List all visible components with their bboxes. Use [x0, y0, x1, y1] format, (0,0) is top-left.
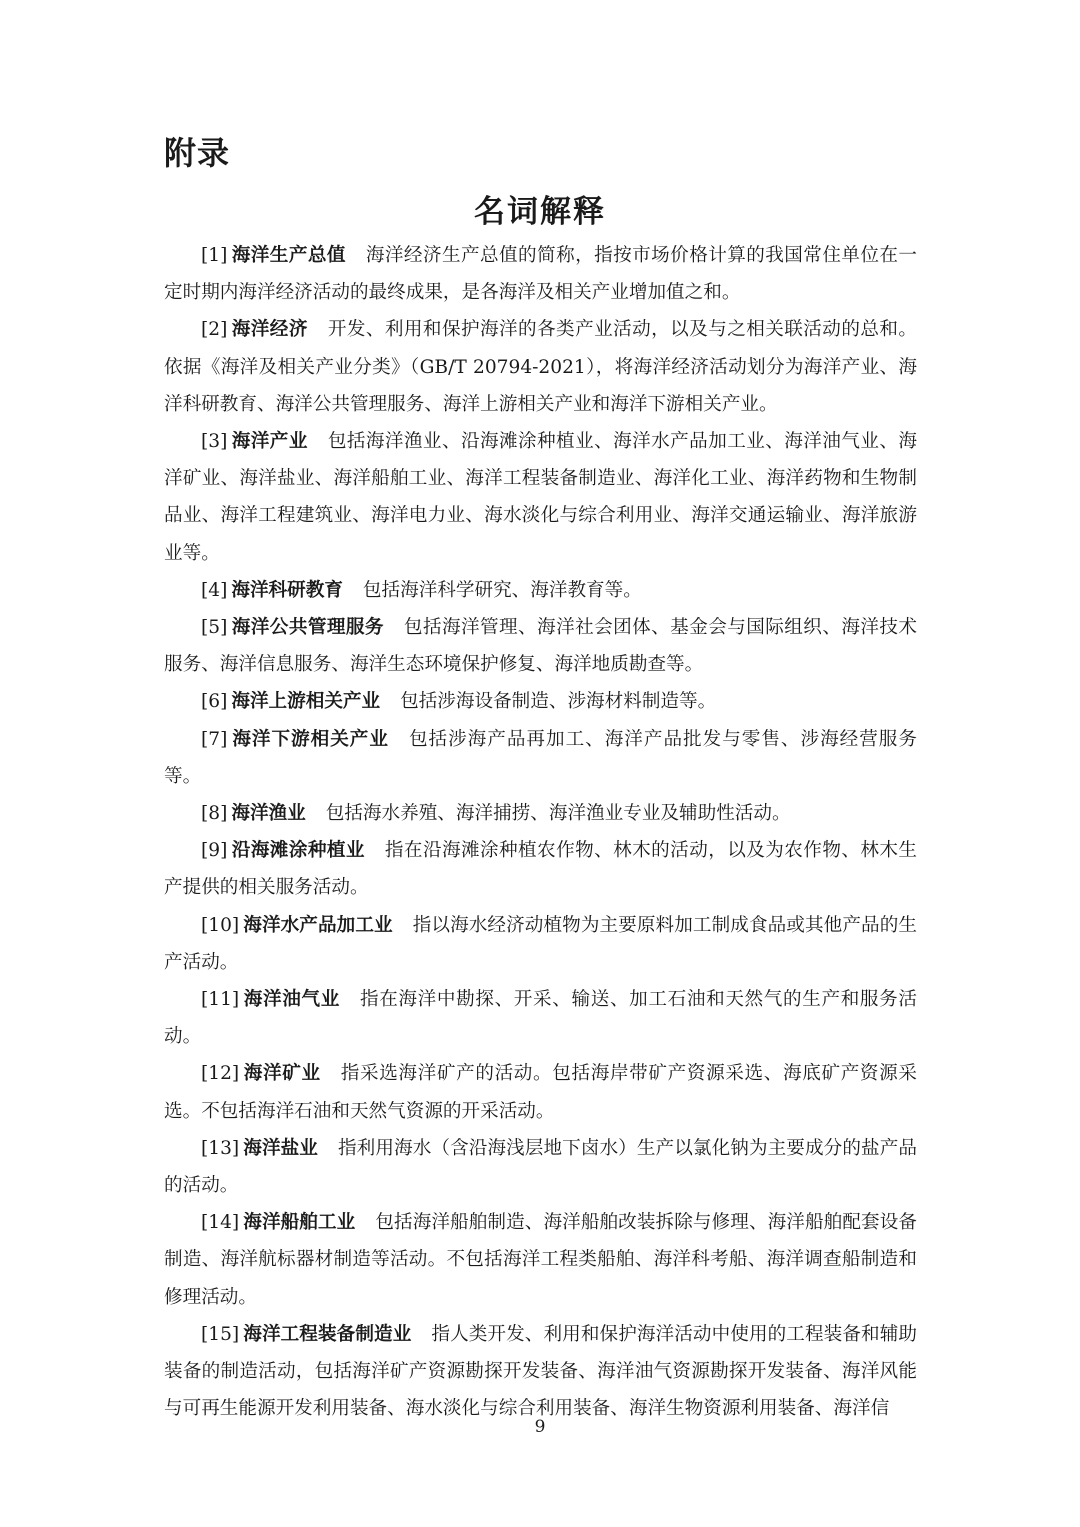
entry-term: 海洋上游相关产业 [231, 691, 381, 713]
entry-term: 海洋水产品加工业 [243, 914, 393, 936]
entry-term: 海洋公共管理服务 [231, 617, 384, 639]
section-title: 名词解释 [474, 194, 606, 230]
entry-term: 海洋产业 [231, 431, 308, 453]
entry-term: 海洋生产总值 [231, 245, 346, 266]
glossary-entries [164, 237, 917, 1428]
glossary-entry [164, 572, 917, 609]
entry-number: [6] [201, 691, 228, 713]
entry-term: 海洋科研教育 [231, 579, 343, 601]
glossary-entry [164, 683, 917, 720]
entry-definition: 包括涉海产品再加工、海洋产品批发与零售、涉海经营服务等。 [164, 728, 917, 787]
glossary-entry [164, 609, 917, 683]
glossary-entry [164, 1316, 917, 1428]
entry-definition: 包括涉海设备制造、涉海材料制造等。 [400, 691, 717, 713]
entry-term: 海洋盐业 [243, 1137, 318, 1159]
glossary-entry [164, 1055, 917, 1129]
entry-number: [15] [201, 1323, 240, 1345]
glossary-entry [164, 832, 917, 906]
entry-number: [2] [201, 319, 228, 341]
glossary-entry [164, 795, 917, 832]
glossary-entry [164, 237, 917, 311]
entry-definition: 开发、利用和保护海洋的各类产业活动，以及与之相关联活动的总和。依据《海洋及相关产业分类》（GB/T 20794-2021），将海洋经济活动划分为海洋产业、海洋科研教育、海洋公共管理服务、海洋上游相关产业和海洋下游相关产业。 [164, 319, 917, 415]
entry-definition: 包括海洋船舶制造、海洋船舶改装拆除与修理、海洋船舶配套设备制造、海洋航标器材制造等活动。不包括海洋工程类船舶、海洋科考船、海洋调查船制造和修理活动。 [164, 1212, 917, 1308]
entry-number: [4] [201, 579, 228, 601]
entry-definition: 指采选海洋矿产的活动。包括海岸带矿产资源采选、海底矿产资源采选。不包括海洋石油和天然气资源的开采活动。 [164, 1063, 917, 1122]
entry-term: 海洋下游相关产业 [231, 728, 389, 750]
entry-number: [11] [201, 989, 240, 1011]
entry-number: [9] [201, 840, 228, 862]
entry-definition: 指利用海水（含沿海浅层地下卤水）生产以氯化钠为主要成分的盐产品的活动。 [164, 1137, 917, 1197]
entry-definition: 指以海水经济动植物为主要原料加工制成食品或其他产品的生产活动。 [164, 914, 917, 973]
entry-number: [7] [201, 728, 228, 750]
entry-definition: 包括海洋渔业、沿海滩涂种植业、海洋水产品加工业、海洋油气业、海洋矿业、海洋盐业、海洋船舶工业、海洋工程装备制造业、海洋化工业、海洋药物和生物制品业、海洋工程建筑业、海洋电力业、海水淡化与综合利用业、海洋交通运输业、海洋旅游业等。 [164, 431, 917, 564]
entry-definition: 指在海洋中勘探、开采、输送、加工石油和天然气的生产和服务活动。 [164, 989, 917, 1048]
entry-term: 海洋船舶工业 [243, 1212, 356, 1234]
glossary-entry [164, 311, 917, 423]
entry-number: [12] [201, 1063, 240, 1085]
entry-definition: 包括海洋科学研究、海洋教育等。 [362, 579, 642, 601]
glossary-entry [164, 1130, 917, 1204]
entry-number: [8] [201, 803, 228, 825]
entry-term: 海洋矿业 [243, 1063, 321, 1085]
entry-number: [10] [201, 914, 240, 936]
entry-term: 海洋经济 [231, 319, 308, 341]
glossary-entry [164, 907, 917, 981]
entry-number: [14] [201, 1212, 240, 1234]
entry-term: 海洋工程装备制造业 [243, 1323, 412, 1345]
entry-term: 海洋油气业 [243, 989, 340, 1011]
entry-number: [3] [201, 431, 228, 453]
entry-number: [1] [201, 245, 228, 266]
entry-definition: 海洋经济生产总值的简称，指按市场价格计算的我国常住单位在一定时期内海洋经济活动的最终成果，是各海洋及相关产业增加值之和。 [164, 245, 917, 304]
appendix-heading: 附录 [164, 134, 231, 172]
entry-definition: 指在沿海滩涂种植农作物、林木的活动，以及为农作物、林木生产提供的相关服务活动。 [164, 840, 917, 899]
entry-number: [13] [201, 1137, 240, 1159]
page-number: 9 [534, 1417, 546, 1437]
glossary-entry [164, 721, 917, 795]
entry-definition: 包括海洋管理、海洋社会团体、基金会与国际组织、海洋技术服务、海洋信息服务、海洋生态环境保护修复、海洋地质勘查等。 [164, 617, 917, 676]
glossary-entry [164, 981, 917, 1055]
glossary-entry [164, 423, 917, 572]
entry-number: [5] [201, 617, 228, 639]
entry-definition: 指人类开发、利用和保护海洋活动中使用的工程装备和辅助装备的制造活动，包括海洋矿产资源勘探开发装备、海洋油气资源勘探开发装备、海洋风能与可再生能源开发利用装备、海水淡化与综合利用装备、海洋生物资源利用装备、海洋信 [164, 1323, 917, 1420]
entry-definition: 包括海水养殖、海洋捕捞、海洋渔业专业及辅助性活动。 [325, 803, 791, 825]
entry-term: 沿海滩涂种植业 [231, 840, 365, 862]
glossary-entry [164, 1204, 917, 1316]
entry-term: 海洋渔业 [231, 803, 306, 825]
